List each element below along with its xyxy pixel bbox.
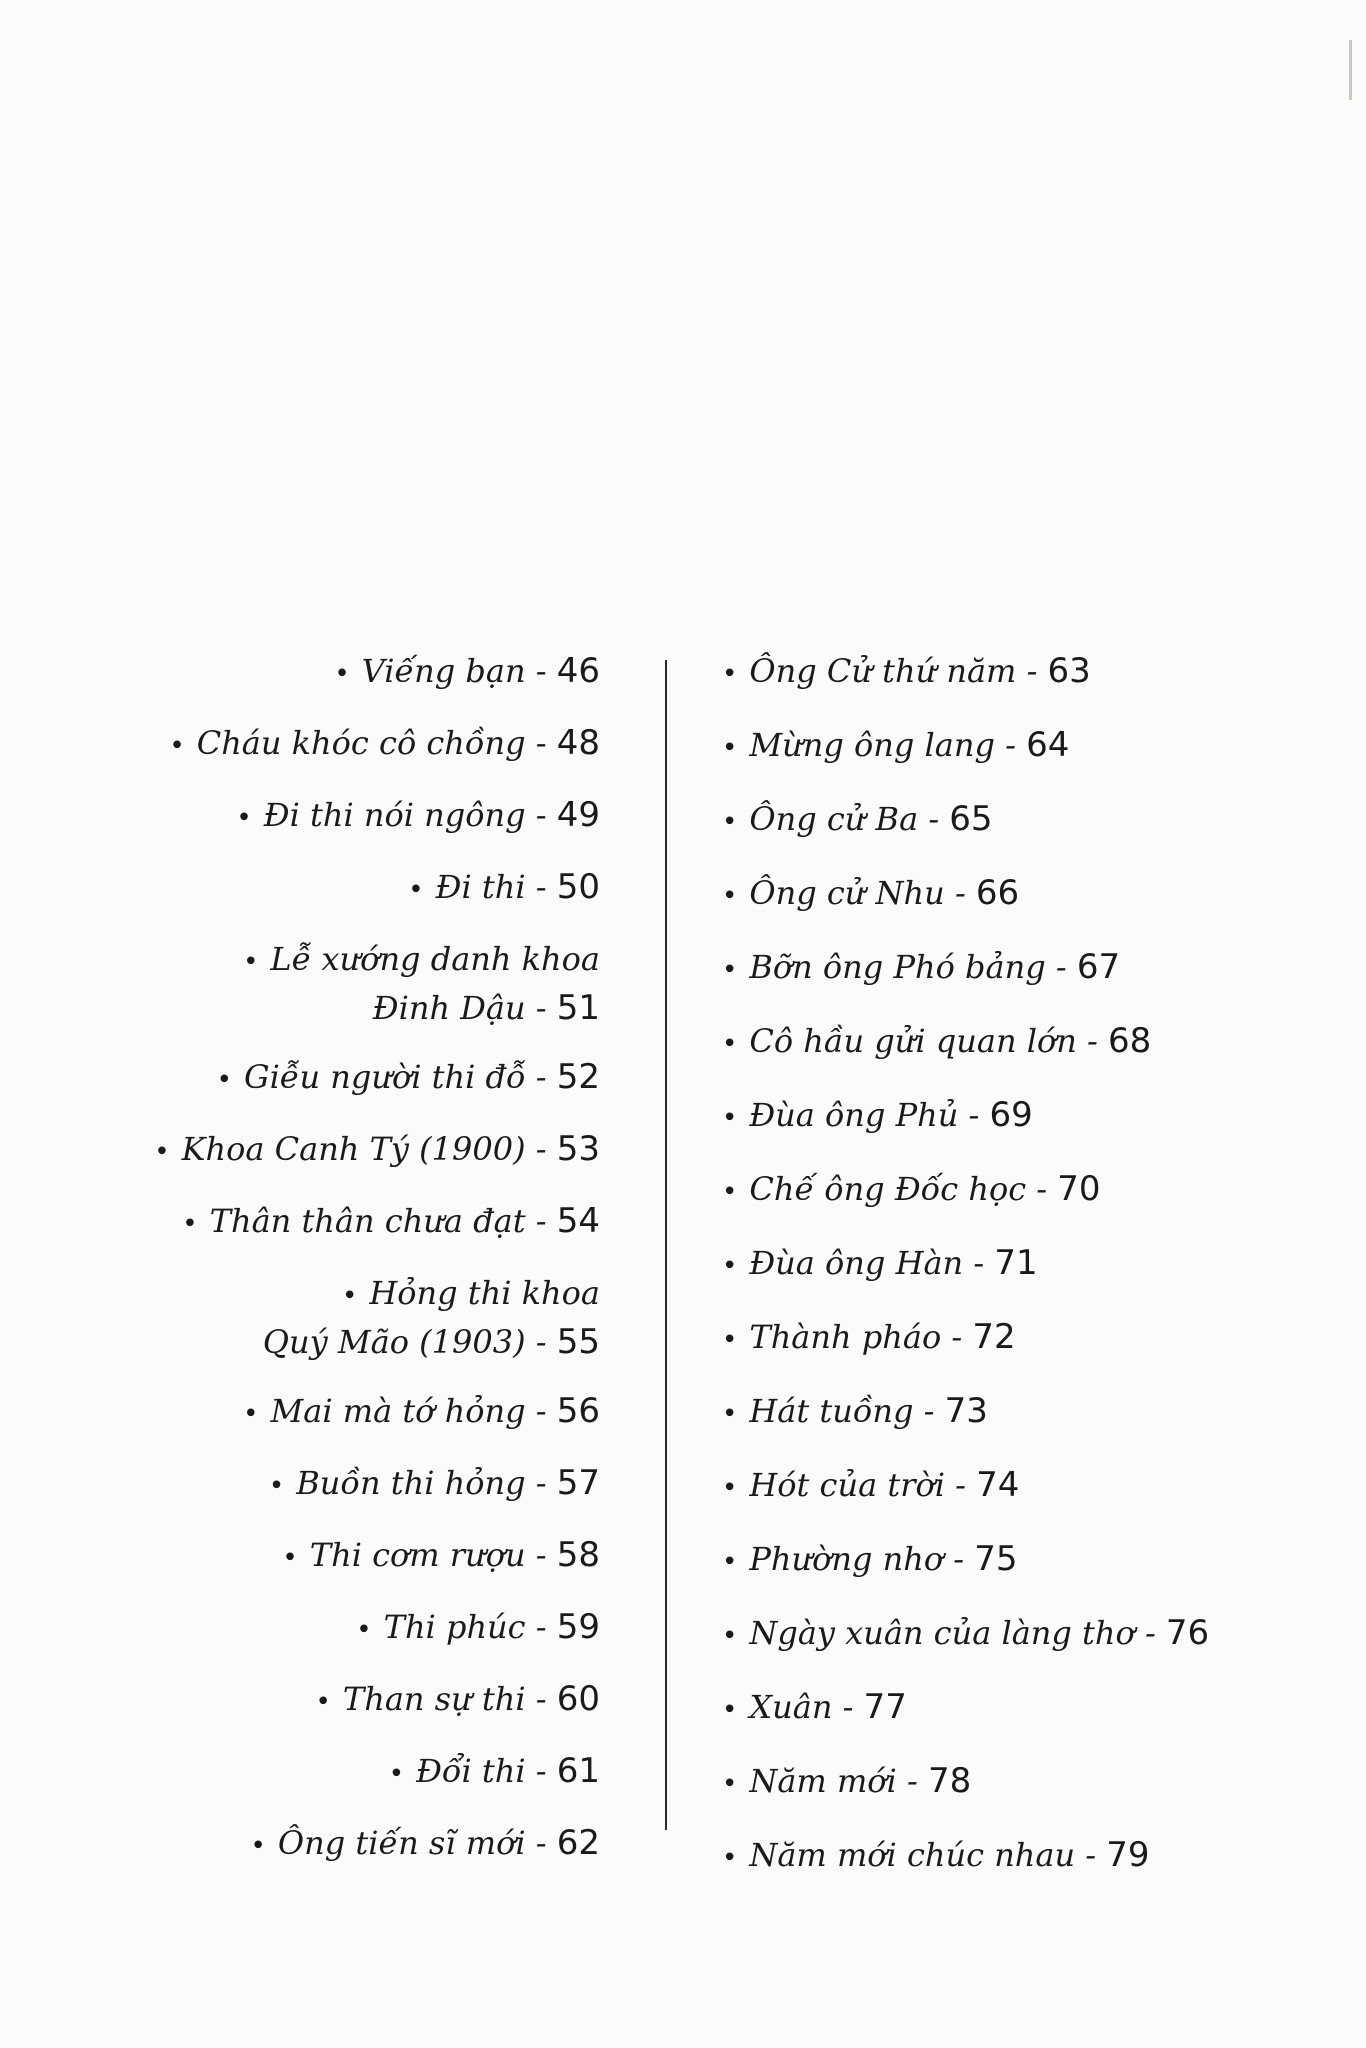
toc-entry-title: Đi thi (435, 868, 526, 906)
toc-entry (722, 1092, 1282, 1141)
toc-entry-page: 51 (556, 988, 600, 1028)
toc-entry-page: 69 (989, 1095, 1033, 1135)
bullet-icon: • (722, 1473, 738, 1503)
bullet-icon: • (722, 733, 738, 763)
toc-entry-title-continued: Quý Mão (1903) (262, 1323, 526, 1361)
toc-left-column (120, 648, 600, 1892)
bullet-icon: • (268, 1471, 285, 1501)
toc-entry-page: 70 (1057, 1169, 1101, 1209)
toc-entry-page: 71 (994, 1243, 1038, 1283)
bullet-icon: • (315, 1687, 331, 1717)
toc-separator: - (994, 726, 1027, 764)
toc-entry-page: 65 (949, 799, 993, 839)
toc-separator: - (525, 1392, 557, 1430)
toc-separator: - (525, 1536, 557, 1574)
toc-separator: - (525, 1752, 557, 1790)
toc-entry-page: 62 (556, 1823, 600, 1863)
bullet-icon: • (388, 1759, 405, 1789)
bullet-icon: • (722, 1547, 738, 1577)
toc-entry (722, 1018, 1282, 1067)
bullet-icon: • (722, 1029, 738, 1059)
toc-entry-page: 73 (944, 1391, 988, 1431)
toc-separator: - (525, 1130, 557, 1168)
toc-entry-line-2 (120, 1319, 600, 1365)
bullet-icon: • (722, 1399, 738, 1429)
toc-entry-title: Mừng ông lang (749, 726, 995, 764)
bullet-icon: • (722, 1769, 738, 1799)
toc-separator: - (943, 1540, 975, 1578)
toc-entry-page: 64 (1026, 725, 1070, 765)
toc-separator: - (1075, 1836, 1107, 1874)
toc-entry (722, 1684, 1282, 1733)
toc-entry-page: 56 (556, 1391, 600, 1431)
bullet-icon: • (722, 807, 738, 837)
toc-entry-title: Thân thân chưa đạt (209, 1202, 526, 1240)
toc-entry-title: Xuân (749, 1688, 833, 1726)
toc-entry-title: Thi phúc (383, 1608, 526, 1646)
toc-separator: - (944, 1466, 977, 1504)
toc-separator: - (941, 1318, 973, 1356)
bullet-icon: • (243, 947, 259, 977)
toc-entry-title: Buồn thi hỏng (296, 1464, 526, 1502)
bullet-icon: • (154, 1137, 170, 1167)
toc-entry-title: Than sự thi (342, 1680, 526, 1718)
toc-entry (120, 1604, 600, 1653)
toc-separator: - (918, 800, 950, 838)
toc-entry (722, 648, 1282, 697)
toc-separator: - (1045, 948, 1077, 986)
toc-entry (120, 720, 600, 769)
toc-entry (120, 1748, 600, 1797)
toc-entry-page: 61 (556, 1751, 600, 1791)
toc-separator: - (832, 1688, 864, 1726)
toc-entry-page: 67 (1076, 947, 1121, 987)
toc-entry-page: 49 (556, 795, 600, 835)
toc-entry (722, 796, 1282, 845)
bullet-icon: • (722, 659, 738, 689)
toc-separator: - (963, 1244, 995, 1282)
toc-entry (722, 1314, 1282, 1363)
toc-entry-title: Ông cử Ba (749, 800, 919, 838)
toc-entry (722, 1388, 1282, 1437)
toc-entry-title: Đùa ông Phủ (749, 1096, 959, 1134)
bullet-icon: • (722, 1695, 738, 1725)
toc-separator: - (1026, 1170, 1058, 1208)
bullet-icon: • (356, 1615, 372, 1645)
toc-entry-title: Ông tiến sĩ mới (277, 1824, 526, 1862)
column-divider (665, 660, 667, 1830)
toc-entry (722, 870, 1282, 919)
toc-separator: - (525, 1680, 557, 1718)
toc-separator: - (525, 1058, 557, 1096)
toc-entry (722, 1758, 1282, 1807)
toc-entry-title: Năm mới (749, 1762, 897, 1800)
toc-entry-page: 48 (556, 723, 600, 763)
toc-entry-title: Bỡn ông Phó bảng (749, 948, 1046, 986)
toc-entry (120, 1388, 600, 1437)
toc-entry-title: Đổi thi (416, 1752, 526, 1790)
toc-entry-title: Giễu người thi đỗ (244, 1058, 526, 1096)
bullet-icon: • (722, 1843, 738, 1873)
toc-separator: - (525, 1202, 557, 1240)
bullet-icon: • (722, 1325, 738, 1355)
toc-entry (722, 1832, 1282, 1881)
toc-entry-title: Chế ông Đốc học (749, 1170, 1027, 1208)
toc-entry-page: 59 (556, 1607, 600, 1647)
toc-entry-line-1 (120, 1270, 600, 1319)
toc-separator: - (525, 652, 557, 690)
toc-entry-title: Năm mới chúc nhau (749, 1836, 1076, 1874)
bullet-icon: • (236, 803, 252, 833)
toc-separator: - (525, 1608, 557, 1646)
toc-separator: - (896, 1762, 928, 1800)
toc-entry (120, 1532, 600, 1581)
toc-entry-line-1 (120, 936, 600, 985)
toc-entry (120, 1198, 600, 1247)
toc-entry (722, 1166, 1282, 1215)
toc-entry-title: Thành pháo (749, 1318, 942, 1356)
toc-separator: - (525, 1323, 557, 1361)
toc-separator: - (944, 874, 976, 912)
toc-entry (120, 1126, 600, 1175)
bullet-icon: • (408, 875, 424, 905)
toc-entry-page: 50 (556, 867, 600, 907)
toc-separator: - (525, 989, 557, 1027)
toc-separator: - (525, 868, 557, 906)
toc-entry-page: 72 (972, 1317, 1016, 1357)
toc-entry-page: 55 (556, 1322, 600, 1362)
toc-entry-page: 52 (556, 1057, 600, 1097)
toc-entry (120, 1054, 600, 1103)
toc-entry-title: Ngày xuân của làng thơ (749, 1614, 1135, 1652)
toc-entry-title-continued: Đinh Dậu (372, 989, 526, 1027)
toc-entry-title: Cháu khóc cô chồng (196, 724, 526, 762)
toc-entry (722, 1610, 1282, 1659)
bullet-icon: • (342, 1281, 358, 1311)
bullet-icon: • (250, 1831, 266, 1861)
bullet-icon: • (722, 1103, 738, 1133)
toc-separator: - (525, 1464, 557, 1502)
toc-entry (120, 864, 600, 913)
toc-entry-line-2 (120, 985, 600, 1031)
toc-entry-page: 54 (556, 1201, 600, 1241)
toc-entry (120, 936, 600, 1031)
toc-entry-title: Hát tuồng (749, 1392, 914, 1430)
toc-separator: - (913, 1392, 945, 1430)
toc-entry-title: Viếng bạn (361, 652, 526, 690)
toc-entry-title: Mai mà tớ hỏng (270, 1392, 526, 1430)
toc-entry-page: 68 (1107, 1021, 1152, 1061)
toc-separator: - (1134, 1614, 1166, 1652)
toc-entry-title: Hót của trời (749, 1466, 945, 1504)
toc-entry-title: Ông Cử thứ năm (749, 652, 1017, 690)
toc-entry-page: 58 (556, 1535, 600, 1575)
toc-separator: - (958, 1096, 990, 1134)
toc-entry-page: 74 (976, 1465, 1020, 1505)
toc-entry-page: 77 (863, 1687, 907, 1727)
toc-entry-title: Cô hầu gửi quan lớn (749, 1022, 1077, 1060)
toc-entry-title: Thi cơm rượu (309, 1536, 526, 1574)
toc-entry (722, 1462, 1282, 1511)
toc-entry-title: Đi thi nói ngông (263, 796, 526, 834)
toc-entry (722, 722, 1282, 771)
toc-entry (722, 1536, 1282, 1585)
toc-entry (722, 1240, 1282, 1289)
toc-entry-page: 79 (1106, 1835, 1150, 1875)
toc-entry (120, 1820, 600, 1869)
bullet-icon: • (722, 1621, 738, 1651)
bullet-icon: • (282, 1543, 298, 1573)
toc-entry-title: Ông cử Nhu (749, 874, 945, 912)
bullet-icon: • (216, 1065, 232, 1095)
toc-entry-page: 66 (975, 873, 1020, 913)
toc-entry-page: 63 (1047, 651, 1091, 691)
toc-entry (120, 1270, 600, 1365)
bullet-icon: • (182, 1209, 198, 1239)
bullet-icon: • (722, 1177, 738, 1207)
bullet-icon: • (334, 659, 350, 689)
toc-separator: - (525, 724, 557, 762)
bullet-icon: • (722, 955, 738, 985)
toc-entry-page: 75 (974, 1539, 1018, 1579)
toc-entry-title: Phường nhơ (749, 1540, 944, 1578)
bullet-icon: • (169, 731, 185, 761)
toc-entry-title: Khoa Canh Tý (1900) (181, 1130, 526, 1168)
toc-separator: - (1076, 1022, 1108, 1060)
toc-separator: - (1016, 652, 1048, 690)
toc-entry (722, 944, 1282, 993)
toc-entry-page: 76 (1165, 1613, 1210, 1653)
toc-entry (120, 792, 600, 841)
toc-entry-page: 53 (556, 1129, 600, 1169)
scan-edge-mark (1349, 40, 1352, 100)
toc-entry-page: 46 (556, 651, 600, 691)
toc-entry (120, 648, 600, 697)
toc-entry (120, 1676, 600, 1725)
toc-entry-page: 60 (556, 1679, 600, 1719)
toc-entry-title: Lễ xướng danh khoa (270, 940, 600, 978)
bullet-icon: • (243, 1399, 259, 1429)
toc-entry-page: 78 (927, 1761, 972, 1801)
toc-entry-title: Đùa ông Hàn (749, 1244, 964, 1282)
toc-right-column (722, 648, 1282, 1906)
toc-entry-page: 57 (556, 1463, 600, 1503)
bullet-icon: • (722, 881, 738, 911)
bullet-icon: • (722, 1251, 738, 1281)
toc-separator: - (525, 1824, 557, 1862)
toc-entry (120, 1460, 600, 1509)
toc-entry-title: Hỏng thi khoa (369, 1274, 600, 1312)
toc-separator: - (525, 796, 557, 834)
